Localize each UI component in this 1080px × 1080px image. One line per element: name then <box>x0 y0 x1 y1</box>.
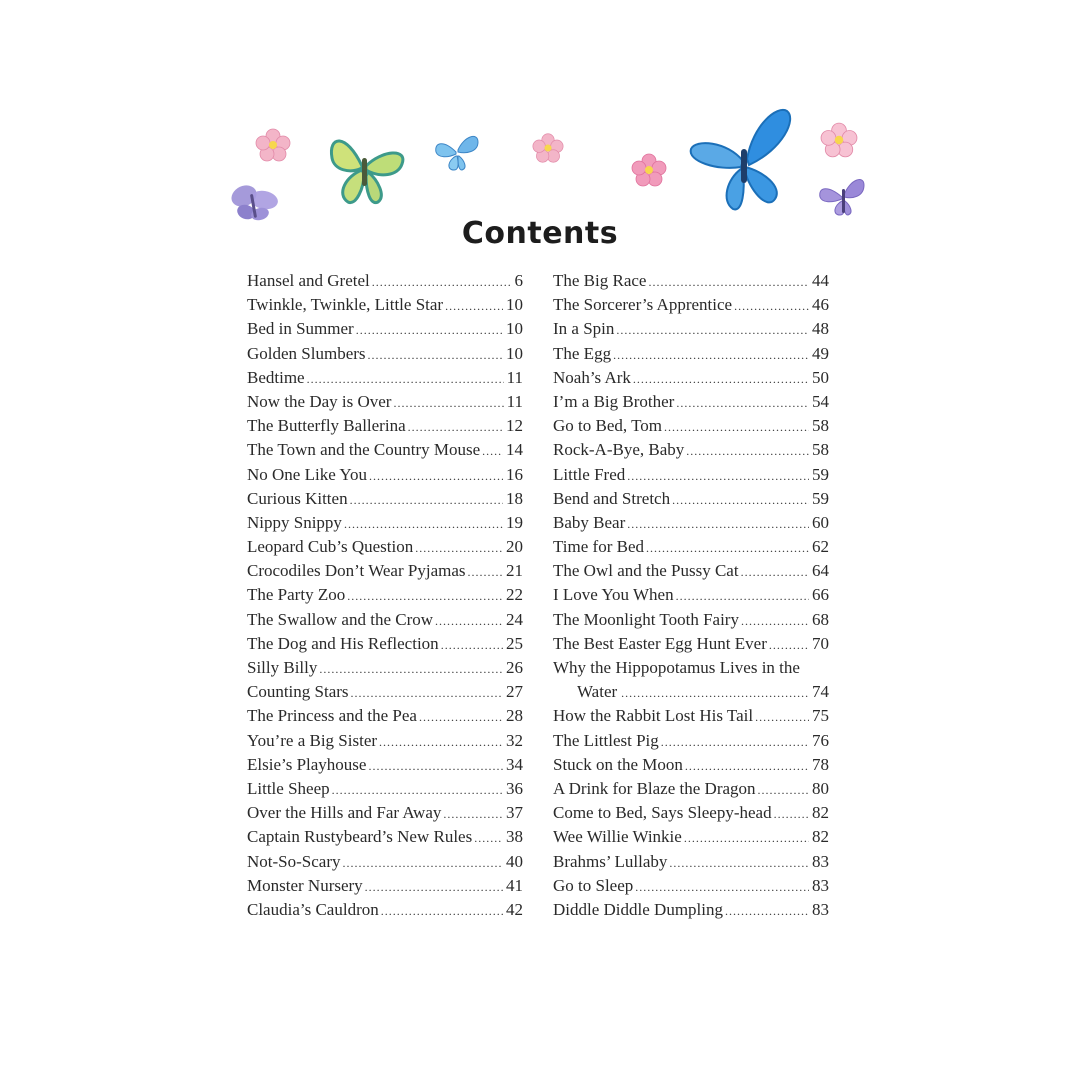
toc-entry <box>553 487 829 511</box>
toc-entry <box>247 632 523 656</box>
dot-leader <box>415 536 503 560</box>
toc-entry <box>247 729 523 753</box>
toc-entry-page: 83 <box>812 875 829 895</box>
toc-entry <box>247 317 523 341</box>
dot-leader <box>393 391 503 415</box>
toc-entry-title: Captain Rustybeard’s New Rules <box>247 827 473 847</box>
toc-entry <box>553 438 829 462</box>
toc-entry <box>247 366 523 390</box>
toc-entry-title: Leopard Cub’s Question <box>247 537 414 557</box>
dot-leader <box>482 439 503 463</box>
toc-entry <box>247 293 523 317</box>
toc-entry <box>247 511 523 535</box>
dot-leader <box>648 270 809 294</box>
toc-entry <box>247 898 523 922</box>
dot-leader <box>369 464 503 488</box>
dot-leader <box>725 899 809 923</box>
toc-entry-title: Elsie’s Playhouse <box>247 754 367 774</box>
toc-entry <box>553 729 829 753</box>
toc-entry-page: 11 <box>506 367 523 387</box>
green-butterfly-icon <box>326 122 408 210</box>
toc-entry <box>553 390 829 414</box>
toc-entry <box>553 656 829 704</box>
dot-leader <box>616 318 809 342</box>
toc-entry-title: Not-So-Scary <box>247 851 341 871</box>
toc-entry <box>553 583 829 607</box>
toc-entry-title: How the Rabbit Lost His Tail <box>553 706 754 726</box>
toc-entry-page: 75 <box>812 706 829 726</box>
toc-entry <box>247 559 523 583</box>
dot-leader <box>758 778 809 802</box>
dot-leader <box>669 851 809 875</box>
toc-entry-page: 83 <box>812 851 829 871</box>
toc-entry-page: 78 <box>812 754 829 774</box>
dot-leader <box>741 609 809 633</box>
toc-entry <box>247 438 523 462</box>
dot-leader <box>445 294 503 318</box>
dot-leader <box>443 802 503 826</box>
toc-entry <box>553 753 829 777</box>
toc-entry-page: 58 <box>812 440 829 460</box>
dot-leader <box>332 778 503 802</box>
toc-entry-title: The Big Race <box>553 271 647 290</box>
toc-entry-page: 42 <box>506 899 523 919</box>
dot-leader <box>627 464 809 488</box>
toc-entry-title: The Butterfly Ballerina <box>247 416 406 436</box>
dot-leader <box>633 367 809 391</box>
dot-leader <box>419 705 503 729</box>
toc-entry-title: You’re a Big Sister <box>247 730 378 750</box>
toc-entry-page: 83 <box>812 899 829 919</box>
toc-entry-title: Stuck on the Moon <box>553 754 683 774</box>
purple-butterfly-right-icon <box>818 173 866 219</box>
toc-entry-page: 64 <box>812 561 829 581</box>
toc-entry-page: 10 <box>506 343 523 363</box>
toc-entry-title: Twinkle, Twinkle, Little Star <box>247 295 444 315</box>
toc-entry-title: Monster Nursery <box>247 875 363 895</box>
small-blue-butterfly-icon <box>434 130 480 174</box>
toc-entry-page: 59 <box>812 464 829 484</box>
toc-entry-title: A Drink for Blaze the Dragon <box>553 778 756 798</box>
toc-entry <box>247 753 523 777</box>
toc-entry-title: The Sorcerer’s Apprentice <box>553 295 733 315</box>
toc-entry-page: 70 <box>812 633 829 653</box>
toc-entry-page: 44 <box>812 271 829 290</box>
dot-leader <box>661 730 809 754</box>
toc-entry <box>553 632 829 656</box>
dot-leader <box>769 633 809 657</box>
toc-entry-page: 36 <box>506 778 523 798</box>
dot-leader <box>408 415 503 439</box>
dot-leader <box>356 318 503 342</box>
toc-entry-page: 27 <box>506 682 523 702</box>
dot-leader <box>685 754 809 778</box>
dot-leader <box>474 826 503 850</box>
toc-entry-page: 26 <box>506 658 523 677</box>
toc-entry-title: Over the Hills and Far Away <box>247 803 442 823</box>
pink-flower-icon <box>820 122 858 158</box>
dot-leader <box>635 875 809 899</box>
toc-entry <box>247 656 523 680</box>
toc-entry-page: 6 <box>514 271 523 290</box>
dot-leader <box>441 633 503 657</box>
dot-leader <box>347 584 503 608</box>
toc-entry-page: 32 <box>506 730 523 750</box>
toc-entry-page: 12 <box>506 416 523 436</box>
toc-entry <box>247 850 523 874</box>
toc-entry <box>247 704 523 728</box>
pink-flower-icon <box>532 132 564 164</box>
toc-entry-page: 14 <box>506 440 523 460</box>
toc-entry-page: 80 <box>812 778 829 798</box>
toc-entry <box>247 825 523 849</box>
toc-entry-title: Claudia’s Cauldron <box>247 899 379 919</box>
dot-leader <box>676 391 809 415</box>
toc-entry <box>247 777 523 801</box>
toc-entry-page: 16 <box>506 464 523 484</box>
toc-entry-title: Go to Bed, Tom <box>553 416 662 436</box>
toc-entry <box>247 535 523 559</box>
dot-leader <box>379 730 503 754</box>
toc-entry-page: 66 <box>812 585 829 605</box>
toc-entry-title: Nippy Snippy <box>247 512 342 532</box>
toc-entry-page: 10 <box>506 319 523 339</box>
toc-entry-title: Come to Bed, Says Sleepy-head <box>553 803 772 823</box>
toc-entry-title: I’m a Big Brother <box>553 391 675 411</box>
toc-entry-page: 21 <box>506 561 523 581</box>
toc-entry <box>553 874 829 898</box>
toc-entry-title: The Egg <box>553 343 612 363</box>
toc-entry-page: 22 <box>506 585 523 605</box>
dot-leader <box>342 851 503 875</box>
toc-entry <box>553 463 829 487</box>
toc-entry-title: Diddle Diddle Dumpling <box>553 899 723 919</box>
toc-entry-page: 82 <box>812 827 829 847</box>
dot-leader <box>368 754 503 778</box>
toc-entry <box>247 583 523 607</box>
dot-leader <box>351 681 503 705</box>
toc-entry <box>553 414 829 438</box>
toc-entry-page: 76 <box>812 730 829 750</box>
toc-entry-page: 20 <box>506 537 523 557</box>
toc-entry-page: 48 <box>812 319 829 339</box>
toc-entry-page: 62 <box>812 537 829 557</box>
toc-entry-title: Time for Bed <box>553 537 644 557</box>
toc-entry-title: Brahms’ Lullaby <box>553 851 668 871</box>
toc-entry-page: 68 <box>812 609 829 629</box>
toc-entry <box>553 777 829 801</box>
toc-entry <box>247 342 523 366</box>
toc-entry <box>553 898 829 922</box>
toc-entry <box>247 801 523 825</box>
toc-entry-title: The Moonlight Tooth Fairy <box>553 609 739 629</box>
dot-leader <box>319 657 503 681</box>
dot-leader <box>613 343 809 367</box>
toc-entry <box>247 680 523 704</box>
toc-entry-page: 49 <box>812 343 829 363</box>
toc-entry-page: 19 <box>506 512 523 532</box>
toc-entry <box>553 535 829 559</box>
dot-leader <box>368 343 503 367</box>
toc-entry-title: Go to Sleep <box>553 875 634 895</box>
toc-entry-page: 24 <box>506 609 523 629</box>
dot-leader <box>676 584 809 608</box>
dot-leader <box>307 367 504 391</box>
dot-leader <box>435 609 503 633</box>
toc-entry-title: Wee Willie Winkie <box>553 827 682 847</box>
toc-entry <box>553 293 829 317</box>
toc-entry <box>247 487 523 511</box>
toc-entry-title: The Littlest Pig <box>553 730 659 750</box>
dot-leader <box>774 802 809 826</box>
toc-entry <box>553 366 829 390</box>
toc-entry-page: 60 <box>812 512 829 532</box>
toc-entry <box>553 559 829 583</box>
toc-entry-title: Baby Bear <box>553 512 626 532</box>
toc-entry-page: 25 <box>506 633 523 653</box>
large-blue-butterfly-icon <box>687 105 799 215</box>
dot-leader <box>686 439 809 463</box>
toc-entry-page: 18 <box>506 488 523 508</box>
toc-entry <box>247 390 523 414</box>
toc-entry <box>553 801 829 825</box>
dot-leader <box>664 415 809 439</box>
toc-entry-page: 50 <box>812 367 829 387</box>
toc-entry-title: The Owl and the Pussy Cat <box>553 561 739 581</box>
toc-entry-title: Crocodiles Don’t Wear Pyjamas <box>247 561 466 581</box>
dot-leader <box>684 826 809 850</box>
toc-entry-title: The Party Zoo <box>247 585 346 605</box>
toc-entry <box>553 608 829 632</box>
toc-entry-continuation <box>553 680 829 705</box>
dot-leader <box>468 560 504 584</box>
toc-entry-title: In a Spin <box>553 319 615 339</box>
toc-entry-page: 11 <box>506 391 523 411</box>
dot-leader <box>344 512 503 536</box>
dot-leader <box>627 512 809 536</box>
toc-entry-title: Little Fred <box>553 464 626 484</box>
toc-entry-title: Little Sheep <box>247 778 330 798</box>
toc-entry-title: Why the Hippopotamus Lives in the <box>553 658 800 677</box>
toc-entry-title: Silly Billy <box>247 658 318 677</box>
toc-entry-title: Counting Stars <box>247 682 349 702</box>
toc-entry-title: Rock-A-Bye, Baby <box>553 440 685 460</box>
dot-leader <box>755 705 809 729</box>
pink-flower-icon <box>255 128 291 162</box>
page-title: Contents <box>461 216 619 252</box>
toc-entry-page: 46 <box>812 295 829 315</box>
toc-entry-page: 54 <box>812 391 829 411</box>
toc-entry-title: Bed in Summer <box>247 319 354 339</box>
toc-entry <box>247 874 523 898</box>
toc-entry <box>553 850 829 874</box>
dot-leader <box>365 875 503 899</box>
toc-entry <box>553 704 829 728</box>
toc-left-column <box>247 269 523 922</box>
toc-entry-page: 41 <box>506 875 523 895</box>
toc-entry-page: 59 <box>812 488 829 508</box>
toc-entry-title: Bend and Stretch <box>553 488 671 508</box>
dot-leader <box>646 536 809 560</box>
toc-entry <box>247 608 523 632</box>
dot-leader <box>672 488 809 512</box>
dot-leader <box>372 270 512 294</box>
dot-leader <box>621 681 809 705</box>
toc-entry-page: 58 <box>812 416 829 436</box>
toc-entry-title: The Town and the Country Mouse <box>247 440 481 460</box>
toc-entry <box>553 825 829 849</box>
dot-leader <box>741 560 809 584</box>
toc-entry-page: 28 <box>506 706 523 726</box>
toc-entry-title: Golden Slumbers <box>247 343 366 363</box>
dot-leader <box>350 488 503 512</box>
toc-entry-page: 34 <box>506 754 523 774</box>
toc-entry-title: The Best Easter Egg Hunt Ever <box>553 633 767 653</box>
toc-entry <box>247 269 523 293</box>
toc-entry-title: Now the Day is Over <box>247 391 392 411</box>
toc-entry <box>553 317 829 341</box>
toc-entry-page: 38 <box>506 827 523 847</box>
toc-entry-title: Hansel and Gretel <box>247 271 370 290</box>
toc-entry-title-cont: Water <box>577 682 618 702</box>
dot-leader <box>734 294 809 318</box>
toc-entry <box>553 269 829 293</box>
toc-entry-title: The Swallow and the Crow <box>247 609 434 629</box>
toc-entry-title: The Dog and His Reflection <box>247 633 439 653</box>
toc-entry <box>247 463 523 487</box>
toc-entry <box>553 342 829 366</box>
dot-leader <box>381 899 503 923</box>
pink-flower-icon <box>630 153 668 187</box>
toc-entry-title: No One Like You <box>247 464 367 484</box>
toc-entry-page: 40 <box>506 851 523 871</box>
toc-entry <box>553 511 829 535</box>
toc-right-column <box>553 269 829 922</box>
toc-entry-title: The Princess and the Pea <box>247 706 417 726</box>
toc-entry <box>247 414 523 438</box>
toc-entry-title: I Love You When <box>553 585 674 605</box>
toc-entry-page: 74 <box>812 682 829 702</box>
toc-entry-page: 82 <box>812 803 829 823</box>
toc-entry-page: 37 <box>506 803 523 823</box>
toc-entry-title: Noah’s Ark <box>553 367 631 387</box>
toc-entry-title: Bedtime <box>247 367 305 387</box>
toc-entry-title: Curious Kitten <box>247 488 348 508</box>
toc-entry-page: 10 <box>506 295 523 315</box>
